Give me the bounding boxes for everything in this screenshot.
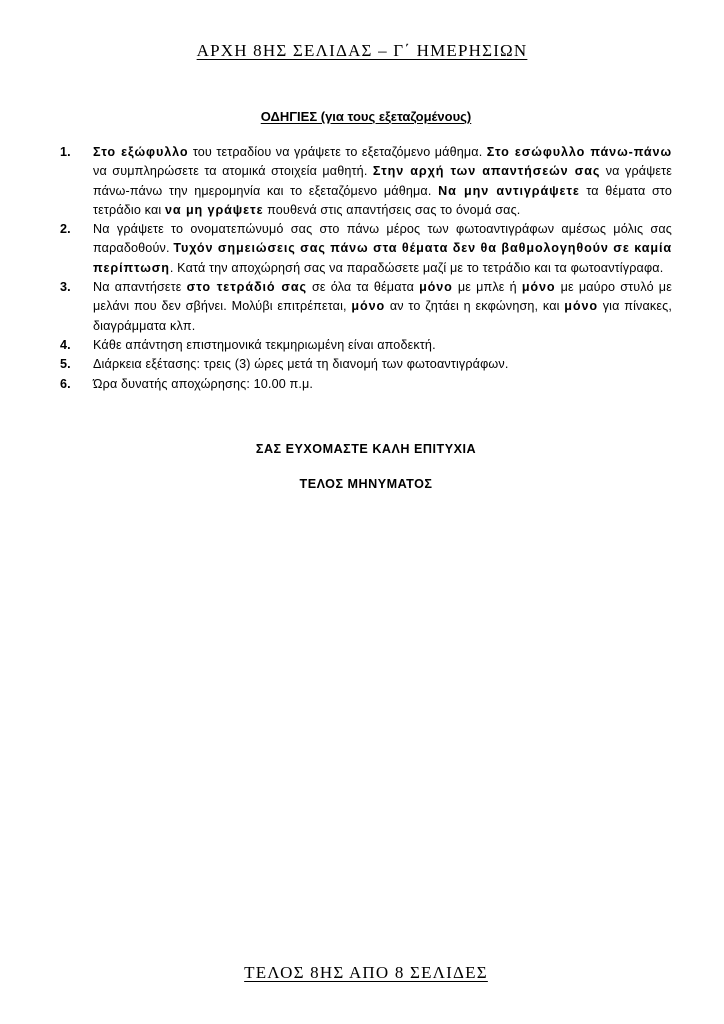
- instruction-text: [93, 338, 436, 352]
- instruction-emphasis: μόνο: [521, 280, 556, 295]
- instruction-item: [60, 278, 672, 336]
- instruction-segment: Ώρα δυνατής αποχώρησης: 10.00 π.μ.: [93, 376, 314, 391]
- instruction-segment: να συμπληρώσετε τα ατομικά στοιχεία μαθητή.: [93, 164, 373, 179]
- instruction-item: [60, 220, 672, 278]
- instruction-segment: με μπλε ή: [452, 280, 522, 295]
- instruction-text: [93, 222, 672, 275]
- instruction-segment: τα θέματα στο τετράδιο και: [93, 183, 672, 217]
- instruction-segment: με μαύρο στυλό με μελάνι που δεν σβήνει. Μολύβι επιτρέπεται,: [93, 280, 672, 314]
- instruction-emphasis: Στο εξώφυλλο: [93, 145, 189, 159]
- instruction-segment: Κάθε απάντηση επιστημονικά τεκμηριωμένη είναι αποδεκτή.: [93, 337, 436, 352]
- instruction-segment: να γράψετε πάνω-πάνω την ημερομηνία και το εξεταζόμενο μάθημα.: [93, 164, 672, 198]
- instruction-item: [60, 355, 672, 374]
- instruction-number: 2.: [60, 222, 71, 237]
- instruction-segment: πουθενά στις απαντήσεις σας το όνομά σας.: [263, 202, 521, 217]
- instruction-segment: αν το ζητάει η εκφώνηση, και: [385, 299, 565, 314]
- instruction-number: 4.: [60, 337, 71, 352]
- instruction-segment: Να γράψετε το ονοματεπώνυμό σας στο πάνω μέρος των φωτοαντιγράφων αμέσως μόλις σας παραδοθούν.: [93, 222, 672, 256]
- end-message: ΤΕΛΟΣ ΜΗΝΥΜΑΤΟΣ: [299, 477, 433, 491]
- instruction-emphasis: Στο εσώφυλλο πάνω-πάνω: [486, 145, 672, 159]
- instruction-text: [93, 377, 313, 391]
- instruction-text: [93, 357, 508, 371]
- instruction-emphasis: Στην αρχή των απαντήσεών σας: [372, 164, 601, 179]
- instructions-title: ΟΔΗΓΙΕΣ (για τους εξεταζομένους): [260, 109, 472, 124]
- instruction-text: [93, 280, 672, 333]
- instruction-segment: Διάρκεια εξέτασης: τρεις (3) ώρες μετά τη διανομή των φωτοαντιγράφων.: [93, 357, 509, 372]
- instruction-emphasis: μόνο: [419, 280, 453, 295]
- instruction-emphasis: στο τετράδιό σας: [186, 280, 307, 295]
- instruction-emphasis: να μη γράψετε: [165, 202, 264, 217]
- page-footer: ΤΕΛΟΣ 8ΗΣ ΑΠΟ 8 ΣΕΛΙΔΕΣ: [244, 963, 488, 982]
- instruction-segment: σε όλα τα θέματα: [306, 280, 420, 295]
- instruction-segment: . Κατά την αποχώρησή σας να παραδώσετε μαζί με το τετράδιο και τα φωτοαντίγραφα.: [169, 260, 664, 275]
- instruction-number: 1.: [60, 145, 71, 159]
- instruction-number: 6.: [60, 376, 71, 391]
- instruction-item: [60, 336, 672, 355]
- instruction-number: 5.: [60, 357, 71, 372]
- instruction-item: [60, 143, 672, 220]
- instruction-segment: για πίνακες, διαγράμματα κλπ.: [93, 299, 672, 333]
- instruction-number: 3.: [60, 280, 71, 295]
- instructions-list: [60, 143, 672, 394]
- instruction-emphasis: Τυχόν σημειώσεις σας πάνω στα θέματα δεν θα βαθμολογηθούν σε καμία περίπτωση: [93, 241, 672, 275]
- instruction-emphasis: μόνο: [351, 299, 386, 314]
- instruction-item: [60, 375, 672, 394]
- page-header: ΑΡΧΗ 8ΗΣ ΣΕΛΙΔΑΣ – Γ΄ ΗΜΕΡΗΣΙΩΝ: [196, 41, 528, 60]
- closing-wish: ΣΑΣ ΕΥΧΟΜΑΣΤΕ ΚΑΛΗ ΕΠΙΤΥΧΙΑ: [255, 442, 477, 456]
- instruction-segment: Να απαντήσετε: [93, 280, 187, 295]
- instruction-text: [93, 145, 672, 217]
- instruction-emphasis: Να μην αντιγράψετε: [438, 183, 580, 198]
- instruction-emphasis: μόνο: [564, 299, 598, 314]
- instruction-segment: του τετραδίου να γράψετε το εξεταζόμενο μάθημα.: [188, 145, 487, 159]
